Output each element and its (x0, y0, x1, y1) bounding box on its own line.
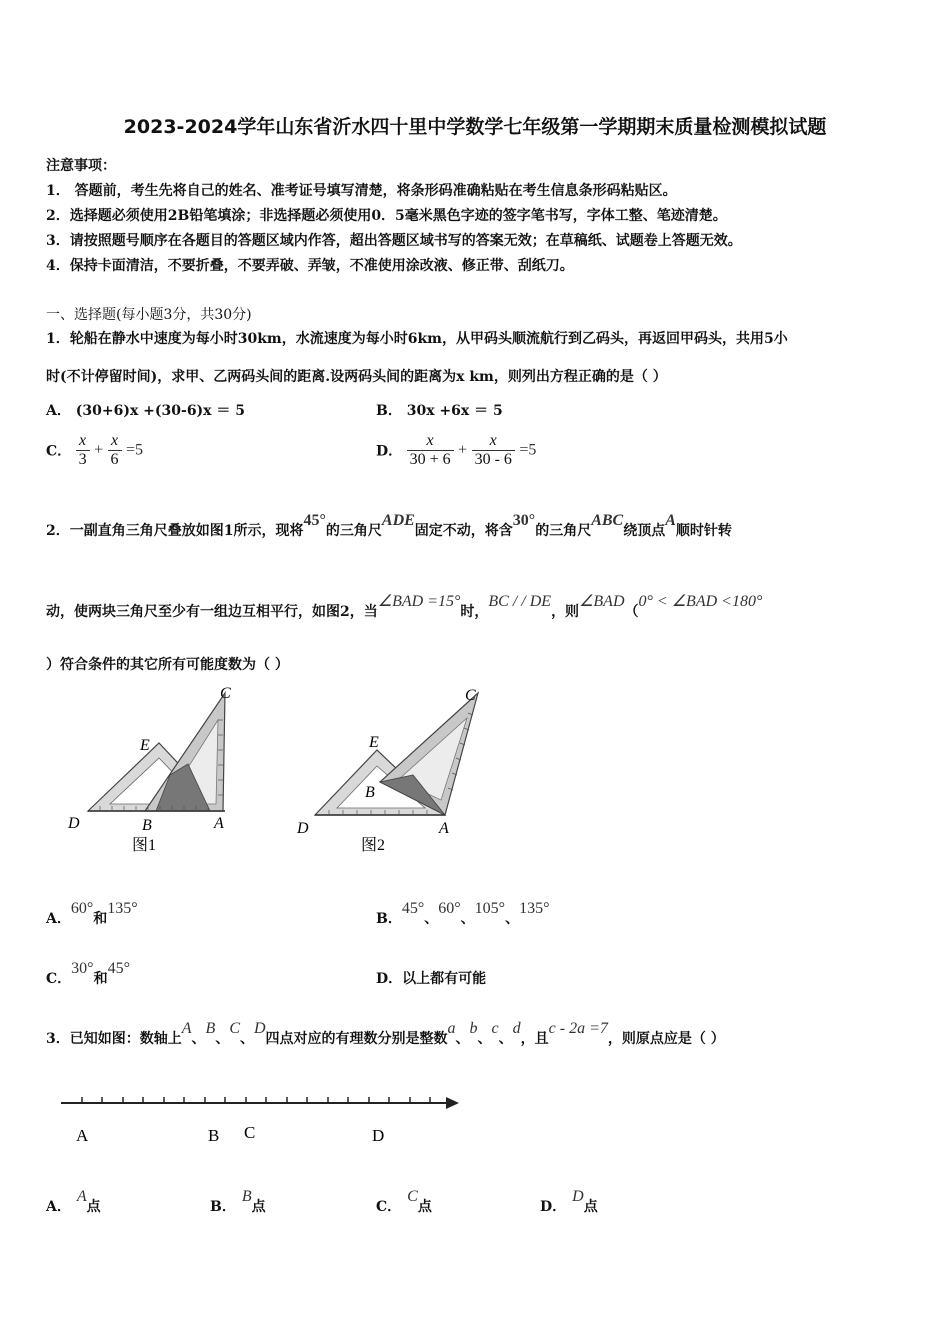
option-label: A． (46, 1199, 71, 1215)
q3-option-c[interactable]: C．C点 (376, 1188, 432, 1215)
label-b: B (142, 817, 152, 834)
axis-arrow (446, 1097, 459, 1109)
notice-item-1: 1． 答题前，考生先将自己的姓名、准考证号填写清楚，将条形码准确粘贴在考生信息条形码粘贴区。 (46, 183, 677, 199)
fraction: $\frac{x}{6}$ (108, 432, 122, 469)
label-a: A (439, 820, 449, 837)
fraction: $\frac{x}{3}$ (76, 432, 90, 469)
option-label: D． (540, 1199, 567, 1215)
option-label: D． (376, 443, 403, 460)
q3-option-d[interactable]: D．D点 (540, 1188, 598, 1215)
q3-stem: 3．已知如图：数轴上A、B、C、D四点对应的有理数分别是整数a、b、c、d，且c - 2a =7，则原点应是（ ） (46, 1020, 725, 1047)
q3-option-b[interactable]: B．B点 (210, 1188, 266, 1215)
figure-caption: 图2 (361, 837, 386, 854)
option-text: (30+6)x +(30-6)x ＝ 5 (75, 403, 246, 419)
section-heading: 一、选择题(每小题3分，共30分) (46, 307, 252, 323)
label-c: C (220, 685, 231, 702)
q2-option-c[interactable]: C．30°和45° (46, 960, 130, 987)
q1-stem-line1: 1．轮船在静水中速度为每小时30km，水流速度为每小时6km，从甲码头顺流航行到乙码头，再返回甲码头，共用5小 (46, 331, 788, 347)
axis-label-d: D (372, 1126, 385, 1145)
q1-stem-line2: 时(不计停留时间)，求甲、乙两码头间的距离.设两码头间的距离为x km，则列出方程正确的是（ ） (46, 369, 667, 385)
option-label: C． (46, 443, 72, 460)
label-e: E (369, 734, 379, 751)
q1-option-c[interactable]: C． $\frac{x}{3}$ + $\frac{x}{6}$ =5 (46, 432, 144, 468)
option-label: A． (46, 911, 71, 927)
q1-option-a[interactable] (46, 400, 245, 420)
q2-figure-2 (285, 680, 505, 860)
option-label: D． (376, 971, 403, 987)
option-label: B． (376, 403, 402, 419)
option-text: 以上都有可能 (402, 971, 487, 987)
q2-option-d[interactable] (376, 968, 486, 988)
label-e: E (140, 737, 150, 754)
label-c: C (465, 687, 476, 704)
axis-label-b: B (208, 1126, 220, 1145)
fraction: $\frac{x}{30 + 6}$ (407, 432, 454, 469)
axis-label-c: C (244, 1123, 256, 1142)
q1-option-d[interactable]: D． $\frac{x}{30 + 6}$ + $\frac{x}{30 - 6}$ =5 (376, 432, 537, 468)
notice-item-3: 3．请按照题号顺序在各题目的答题区域内作答，超出答题区域书写的答案无效；在草稿纸、试题卷上答题无效。 (46, 233, 742, 249)
option-label: A． (46, 403, 71, 419)
figure-caption: 图1 (132, 837, 157, 854)
fraction: $\frac{x}{30 - 6}$ (472, 432, 515, 469)
q2-option-a[interactable]: A．60°和135° (46, 900, 138, 927)
notice-heading: 注意事项： (46, 158, 116, 174)
notice-item-2: 2．选择题必须使用2B铅笔填涂；非选择题必须使用0．5毫米黑色字迹的签字笔书写，字体工整、笔迹清楚。 (46, 208, 727, 224)
q2-stem-line2: 动，使两块三角尺至少有一组边互相平行，如图2，当∠BAD =15°时，BC / / DE，则∠BAD（0° < ∠BAD <180° (46, 593, 763, 620)
option-label: B． (376, 911, 402, 927)
notice-item-4: 4．保持卡面清洁，不要折叠，不要弄破、弄皱，不准使用涂改液、修正带、刮纸刀。 (46, 258, 574, 274)
q2-figure-1 (60, 680, 250, 860)
option-label: C． (46, 971, 72, 987)
q3-number-line (55, 1088, 475, 1153)
label-b: B (365, 784, 375, 801)
q3-option-a[interactable]: A．A点 (46, 1188, 101, 1215)
q2-stem-line1: 2．一副直角三角尺叠放如图1所示，现将45°的三角尺ADE固定不动，将含30°的三角尺ABC绕顶点A顺时针转 (46, 512, 732, 539)
q1-option-b[interactable] (376, 400, 503, 420)
option-text: 30x +6x ＝ 5 (406, 403, 503, 419)
axis-label-a: A (76, 1126, 89, 1145)
option-label: C． (376, 1199, 402, 1215)
label-a: A (214, 815, 224, 832)
label-d: D (68, 815, 80, 832)
label-d: D (297, 820, 309, 837)
page-title: 2023-2024学年山东省沂水四十里中学数学七年级第一学期期末质量检测模拟试题 (123, 116, 827, 138)
option-label: B． (210, 1199, 236, 1215)
q2-option-b[interactable]: B．45°、60°、105°、135° (376, 900, 550, 927)
q2-stem-line3: ）符合条件的其它所有可能度数为（ ） (46, 657, 289, 673)
